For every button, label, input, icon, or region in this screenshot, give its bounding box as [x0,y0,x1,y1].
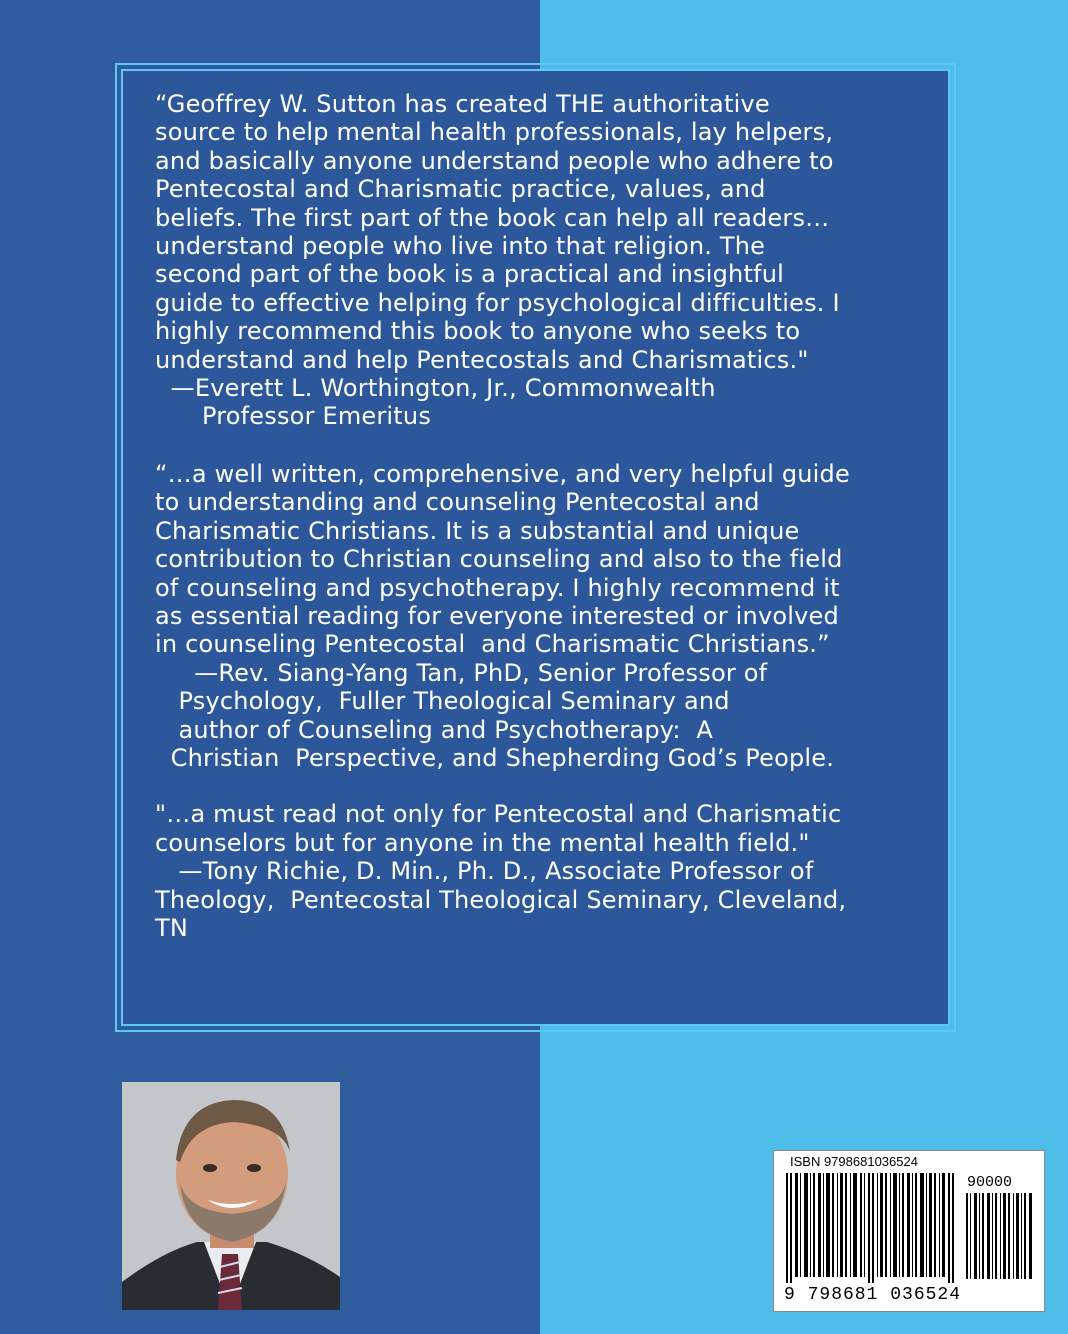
main-barcode-bars [782,1173,962,1283]
isbn-digits: 9 798681 036524 [784,1285,962,1305]
quote-line: understand people who live into that religion. The [155,232,766,261]
endorsements-text [155,90,925,942]
author-portrait-illustration [122,1082,340,1310]
quote-line: in counseling Pentecostal and Charismatic Christians.” [155,630,830,659]
author-photo [122,1082,340,1310]
quote-attribution: —Rev. Siang-Yang Tan, PhD, Senior Professor of [155,658,768,687]
quote-line: Charismatic Christians. It is a substantial and unique [155,516,800,545]
price-code: 90000 [967,1174,1013,1191]
quote-attribution: —Everett L. Worthington, Jr., Commonwealth [155,374,716,403]
quote-line: Pentecostal and Charismatic practice, values, and [155,175,766,204]
quote-line: and basically anyone understand people who adhere to [155,146,834,175]
quote-line: to understanding and counseling Pentecostal and [155,488,760,517]
quote-line: “Geoffrey W. Sutton has created THE authoritative [155,90,770,118]
quote-attribution: Professor Emeritus [155,402,432,431]
quote-line: counselors but for anyone in the mental health field." [155,828,810,857]
quote-line: of counseling and psychotherapy. I highly recommend it [155,573,840,602]
quote-line: understand and help Pentecostals and Charismatics." [155,345,809,374]
quote-attribution: TN [155,913,189,942]
quote-attribution: author of Counseling and Psychotherapy: A [155,715,713,744]
quote-line: source to help mental health professionals, lay helpers, [155,118,834,147]
quote-attribution: Psychology, Fuller Theological Seminary and [155,687,730,716]
quote-line: second part of the book is a practical and insightful [155,260,785,289]
endorsement-worthington [155,90,925,431]
endorsement-tan [155,460,925,772]
endorsement-richie [155,800,925,942]
quote-line: "…a must read not only for Pentecostal and Charismatic [155,800,842,829]
quote-line: highly recommend this book to anyone who seeks to [155,317,801,346]
quote-line: beliefs. The first part of the book can help all readers… [155,203,830,232]
quote-attribution: —Tony Richie, D. Min., Ph. D., Associate Professor of [155,857,814,886]
quote-line: guide to effective helping for psychological difficulties. I [155,288,840,317]
quote-attribution: Christian Perspective, and Shepherding God’s People. [155,743,835,772]
quote-attribution: Theology, Pentecostal Theological Seminary, Cleveland, [155,885,847,914]
quote-line: “…a well written, comprehensive, and very helpful guide [155,459,850,488]
price-barcode-bars [964,1193,1036,1279]
isbn-barcode [773,1150,1045,1312]
isbn-label: ISBN 9798681036524 [790,1154,918,1169]
quote-line: contribution to Christian counseling and also to the field [155,545,843,574]
quote-line: as essential reading for everyone interested or involved [155,601,839,630]
